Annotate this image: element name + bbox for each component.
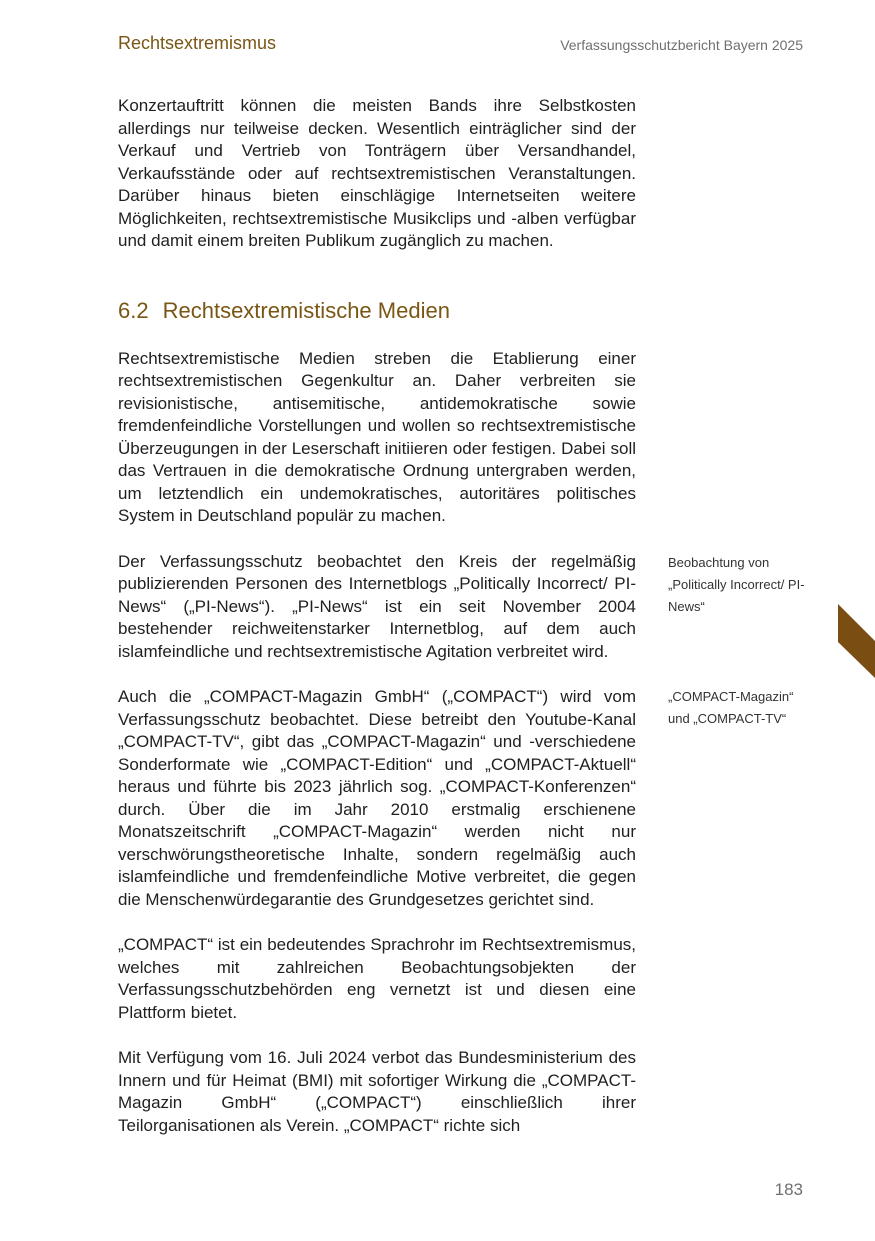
main-text-column (118, 95, 636, 1137)
chapter-thumb-tab (838, 604, 875, 678)
section-number: 6.2 (118, 297, 149, 323)
running-head-publication: Verfassungsschutzbericht Bayern 2025 (560, 37, 803, 53)
page-number: 183 (774, 1180, 803, 1199)
body-paragraph: Mit Verfügung vom 16. Juli 2024 verbot das Bundesministerium des Innern und für Heimat (BMI) mit sofortiger Wirkung die „COMPACT-Magazin GmbH“ („COMPACT“) einschließlich ihrer Teilorganisationen als Verein. „COMPACT“ richte sich (118, 1048, 636, 1135)
body-paragraph: „COMPACT“ ist ein bedeutendes Sprachrohr im Rechtsextremismus, welches mit zahlreichen Beobachtungsobjekten der Verfassungsschutzbehörden eng vernetzt ist und diesen eine Plattform bietet. (118, 935, 636, 1022)
intro-paragraph: Konzertauftritt können die meisten Bands ihre Selbstkosten allerdings nur teilweise decken. Wesentlich einträglicher sind der Verkauf und Vertrieb von Tonträgern über Versandhandel, Verkaufsstände oder auf rechtsextremistischen Veranstaltungen. Darüber hinaus bieten einschlägige Internetseiten weitere Möglichkeiten, rechtsextremistische Musikclips und -alben verfügbar und damit einem breiten Publikum zugänglich zu machen. (118, 96, 636, 250)
margin-note-compact: „COMPACT-Magazin“ und „COMPACT-TV“ (668, 689, 794, 726)
section-heading (118, 298, 636, 324)
section-title: Rechtsextremistische Medien (162, 297, 450, 323)
body-paragraph: Auch die „COMPACT-Magazin GmbH“ („COMPACT“) wird vom Verfassungsschutz beobachtet. Diese betreibt den Youtube-Kanal „COMPACT-TV“, gibt das „COMPACT-Magazin“ und -verschiedene Sonderformate wie „COMPACT-Edition“ und „COMPACT-Aktuell“ heraus und führte bis 2023 jährlich sog. „COMPACT-Konferenzen“ durch. Über die im Jahr 2010 erstmalig erschienene Monatszeitschrift „COMPACT-Magazin“ werden nicht nur verschwörungstheoretische Inhalte, sondern regelmäßig auch islamfeindliche und fremdenfeindliche Motive verbreitet, die gegen die Menschenwürdegarantie des Grundgesetzes gerichtet sind. (118, 687, 636, 909)
margin-note-pi-news: Beobachtung von „Politically Incorrect/ PI-News“ (668, 555, 805, 614)
body-paragraph: Der Verfassungsschutz beobachtet den Kreis der regelmäßig publizierenden Personen des Internetblogs „Politically Incorrect/ PI-News“ („PI-News“). „PI-News“ ist ein seit November 2004 bestehender reichweitenstarker Internetblog, auf dem auch islamfeindliche und rechtsextremistische Agitation verbreitet wird. (118, 551, 636, 661)
running-head-section: Rechtsextremismus (118, 33, 277, 53)
body-paragraph: Rechtsextremistische Medien streben die Etablierung einer rechtsextremistischen Gegenkultur an. Daher verbreiten sie revisionistische, antisemitische, antidemokratische sowie fremdenfeindliche Vorstellungen und wollen so rechtsextremistische Überzeugungen in der Leserschaft initiieren oder festigen. Dabei soll das Vertrauen in die demokratische Ordnung untergraben werden, um letztendlich ein undemokratisches, autoritäres politisches System in Deutschland populär zu machen. (118, 348, 636, 525)
